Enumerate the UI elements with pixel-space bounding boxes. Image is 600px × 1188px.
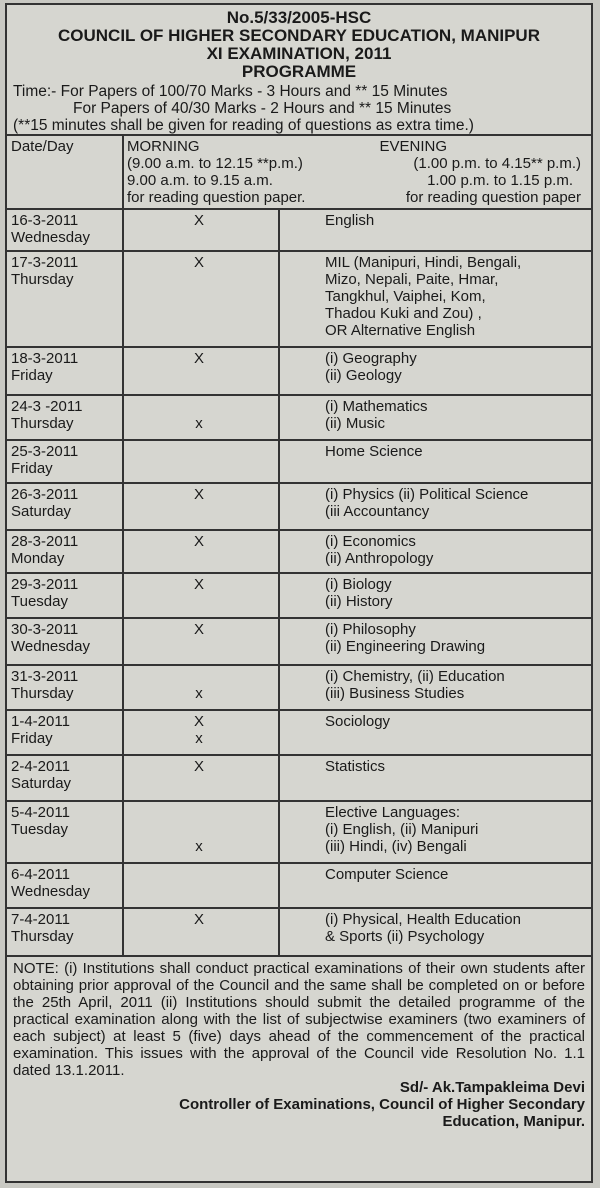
evening-cell (279, 618, 591, 665)
day: Wednesday (11, 638, 90, 655)
date: 31-3-2011 (11, 668, 79, 685)
schedule-row (7, 665, 591, 710)
schedule-row (7, 440, 591, 483)
evening-time: (1.00 p.m. to 4.15** p.m.) (413, 155, 581, 172)
time-line-3: (**15 minutes shall be given for reading of questions as extra time.) (13, 117, 474, 134)
date: 6-4-2011 (11, 866, 70, 883)
evening-cell (279, 395, 591, 440)
date: 1-4-2011 (11, 713, 70, 730)
morning-time: (9.00 a.m. to 12.15 **p.m.) (127, 155, 303, 172)
subject-line: (i) Geography (325, 350, 417, 367)
subject-line: (ii) Music (325, 415, 385, 432)
evening-cell (279, 755, 591, 801)
morning-cell (123, 573, 279, 618)
subject-line: (iii) Business Studies (325, 685, 465, 702)
schedule-table (7, 134, 591, 955)
date-cell (7, 395, 123, 440)
morning-cell (123, 395, 279, 440)
day: Saturday (11, 503, 72, 520)
date-cell (7, 440, 123, 483)
day: Tuesday (11, 821, 68, 838)
schedule-row (7, 573, 591, 618)
morning-header: MORNING (127, 138, 200, 155)
morning-mark: X (193, 486, 204, 503)
subject-line: Elective Languages: (325, 804, 461, 821)
morning-cell (123, 440, 279, 483)
schedule-row (7, 530, 591, 573)
evening-reading-note: for reading question paper (405, 189, 581, 206)
day: Friday (11, 367, 53, 384)
day: Wednesday (11, 229, 90, 246)
morning-mark: X (193, 212, 204, 229)
schedule-row (7, 710, 591, 755)
schedule-row (7, 755, 591, 801)
subject-line: (i) Chemistry, (ii) Education (325, 668, 505, 685)
day: Wednesday (11, 883, 90, 900)
morning-cell (123, 251, 279, 347)
signatory-name: Sd/- Ak.Tampakleima Devi (399, 1079, 585, 1096)
day: Friday (11, 460, 53, 477)
date-cell (7, 251, 123, 347)
subject-line: (ii) Anthropology (325, 550, 434, 567)
evening-header: EVENING (379, 138, 447, 155)
morning-mark: X (193, 758, 204, 775)
subject-line: (ii) History (325, 593, 393, 610)
schedule-row (7, 347, 591, 395)
subject-line: (ii) Engineering Drawing (325, 638, 486, 655)
signatory-title: Controller of Examinations, Council of Higher Secondary (179, 1096, 585, 1113)
subject-line: (i) Philosophy (325, 621, 416, 638)
day: Thursday (11, 928, 74, 945)
morning-cell (123, 863, 279, 908)
time-line-2: For Papers of 40/30 Marks - 2 Hours and ** 15 Minutes (73, 100, 452, 117)
morning-cell (123, 618, 279, 665)
morning-mark-small: x (195, 685, 203, 702)
exam-title: XI EXAMINATION, 2011 (206, 44, 392, 63)
date-cell (7, 801, 123, 863)
date: 29-3-2011 (11, 576, 79, 593)
schedule-row (7, 395, 591, 440)
schedule-row (7, 209, 591, 251)
date-cell (7, 618, 123, 665)
date: 17-3-2011 (11, 254, 79, 271)
day: Monday (11, 550, 65, 567)
morning-reading-note: for reading question paper. (127, 189, 306, 206)
exam-programme-notice (5, 3, 593, 1183)
evening-cell (279, 573, 591, 618)
subject-line: Tangkhul, Vaiphei, Kom, (325, 288, 486, 305)
evening-cell (279, 440, 591, 483)
schedule-row (7, 251, 591, 347)
evening-cell (279, 863, 591, 908)
subject-line: (i) Economics (325, 533, 416, 550)
subject-line: English (325, 212, 375, 229)
subject-line: Thadou Kuki and Zou) , (325, 305, 482, 322)
morning-mark-small: x (195, 415, 203, 432)
date-cell (7, 908, 123, 955)
morning-cell (123, 530, 279, 573)
date: 25-3-2011 (11, 443, 79, 460)
morning-cell (123, 710, 279, 755)
date: 28-3-2011 (11, 533, 79, 550)
morning-cell (123, 209, 279, 251)
morning-mark: X (193, 254, 204, 271)
day: Tuesday (11, 593, 68, 610)
date: 30-3-2011 (11, 621, 79, 638)
day: Thursday (11, 685, 74, 702)
signatory-org: Education, Manipur. (442, 1113, 585, 1130)
date-cell (7, 483, 123, 530)
evening-reading: 1.00 p.m. to 1.15 p.m. (427, 172, 573, 189)
time-info (7, 81, 591, 134)
morning-mark: X (193, 576, 204, 593)
schedule-row (7, 863, 591, 908)
subject-line: (i) Biology (325, 576, 392, 593)
subject-line: (iii) Hindi, (iv) Bengali (325, 838, 467, 855)
date: 16-3-2011 (11, 212, 79, 229)
morning-mark: X (193, 350, 204, 367)
council-name: COUNCIL OF HIGHER SECONDARY EDUCATION, MANIPUR (57, 26, 540, 45)
session-header (123, 135, 591, 209)
date: 5-4-2011 (11, 804, 70, 821)
time-line-1: Time:- For Papers of 100/70 Marks - 3 Hours and ** 15 Minutes (13, 83, 448, 100)
signature-block (7, 1079, 591, 1130)
programme-title: PROGRAMME (241, 62, 357, 81)
schedule-row (7, 908, 591, 955)
date-cell (7, 710, 123, 755)
day: Friday (11, 730, 53, 747)
evening-cell (279, 801, 591, 863)
date: 26-3-2011 (11, 486, 79, 503)
notice-header (7, 5, 591, 81)
reference-number: No.5/33/2005-HSC (226, 8, 372, 27)
day: Saturday (11, 775, 72, 792)
evening-cell (279, 530, 591, 573)
morning-mark: X (193, 713, 204, 730)
date: 2-4-2011 (11, 758, 70, 775)
subject-line: (i) Physics (ii) Political Science (325, 486, 529, 503)
evening-cell (279, 251, 591, 347)
morning-mark: X (193, 911, 204, 928)
subject-line: Sociology (325, 713, 391, 730)
evening-cell (279, 483, 591, 530)
subject-line: MIL (Manipuri, Hindi, Bengali, (325, 254, 522, 271)
date-cell (7, 573, 123, 618)
evening-cell (279, 209, 591, 251)
morning-cell (123, 908, 279, 955)
day: Thursday (11, 415, 74, 432)
date-day-header: Date/Day (7, 135, 123, 209)
evening-cell (279, 908, 591, 955)
date-cell (7, 863, 123, 908)
date-cell (7, 530, 123, 573)
morning-mark-small: x (195, 730, 203, 747)
subject-line: (i) Physical, Health Education (325, 911, 521, 928)
subject-line: (i) English, (ii) Manipuri (325, 821, 479, 838)
morning-cell (123, 801, 279, 863)
evening-cell (279, 665, 591, 710)
evening-cell (279, 710, 591, 755)
morning-mark: X (193, 533, 204, 550)
subject-line: (iii Accountancy (325, 503, 430, 520)
date: 7-4-2011 (11, 911, 70, 928)
date: 18-3-2011 (11, 350, 79, 367)
morning-cell (123, 665, 279, 710)
evening-cell (279, 347, 591, 395)
schedule-row (7, 618, 591, 665)
subject-line: Computer Science (325, 866, 449, 883)
morning-cell (123, 483, 279, 530)
subject-line: (ii) Geology (325, 367, 402, 384)
date-cell (7, 665, 123, 710)
date-cell (7, 347, 123, 395)
date: 24-3 -2011 (11, 398, 83, 415)
note-text: NOTE: (i) Institutions shall conduct practical examinations of their own students after obtaining prior approval of the Council and the same shall be completed on or before the 25th April, 2011 (ii) Institutions should submit the detailed programme of the practical examination along with the list of subjectwise examiners (two examiners of each subject) at least 5 (five) days ahead of the commencement of the practical examination. This issues with the approval of the Council vide Resolution No. 1.1 dated 13.1.2011. (7, 955, 591, 1079)
date-cell (7, 209, 123, 251)
morning-reading: 9.00 a.m. to 9.15 a.m. (127, 172, 273, 189)
subject-line: Mizo, Nepali, Paite, Hmar, (325, 271, 499, 288)
subject-line: (i) Mathematics (325, 398, 428, 415)
schedule-row (7, 801, 591, 863)
morning-cell (123, 347, 279, 395)
date-cell (7, 755, 123, 801)
subject-line: Home Science (325, 443, 423, 460)
subject-line: Statistics (325, 758, 386, 775)
day: Thursday (11, 271, 74, 288)
table-header (7, 135, 591, 209)
morning-mark: X (193, 621, 204, 638)
schedule-row (7, 483, 591, 530)
morning-mark-small: x (195, 838, 203, 855)
morning-cell (123, 755, 279, 801)
subject-line: & Sports (ii) Psychology (325, 928, 485, 945)
subject-line: OR Alternative English (325, 322, 476, 339)
